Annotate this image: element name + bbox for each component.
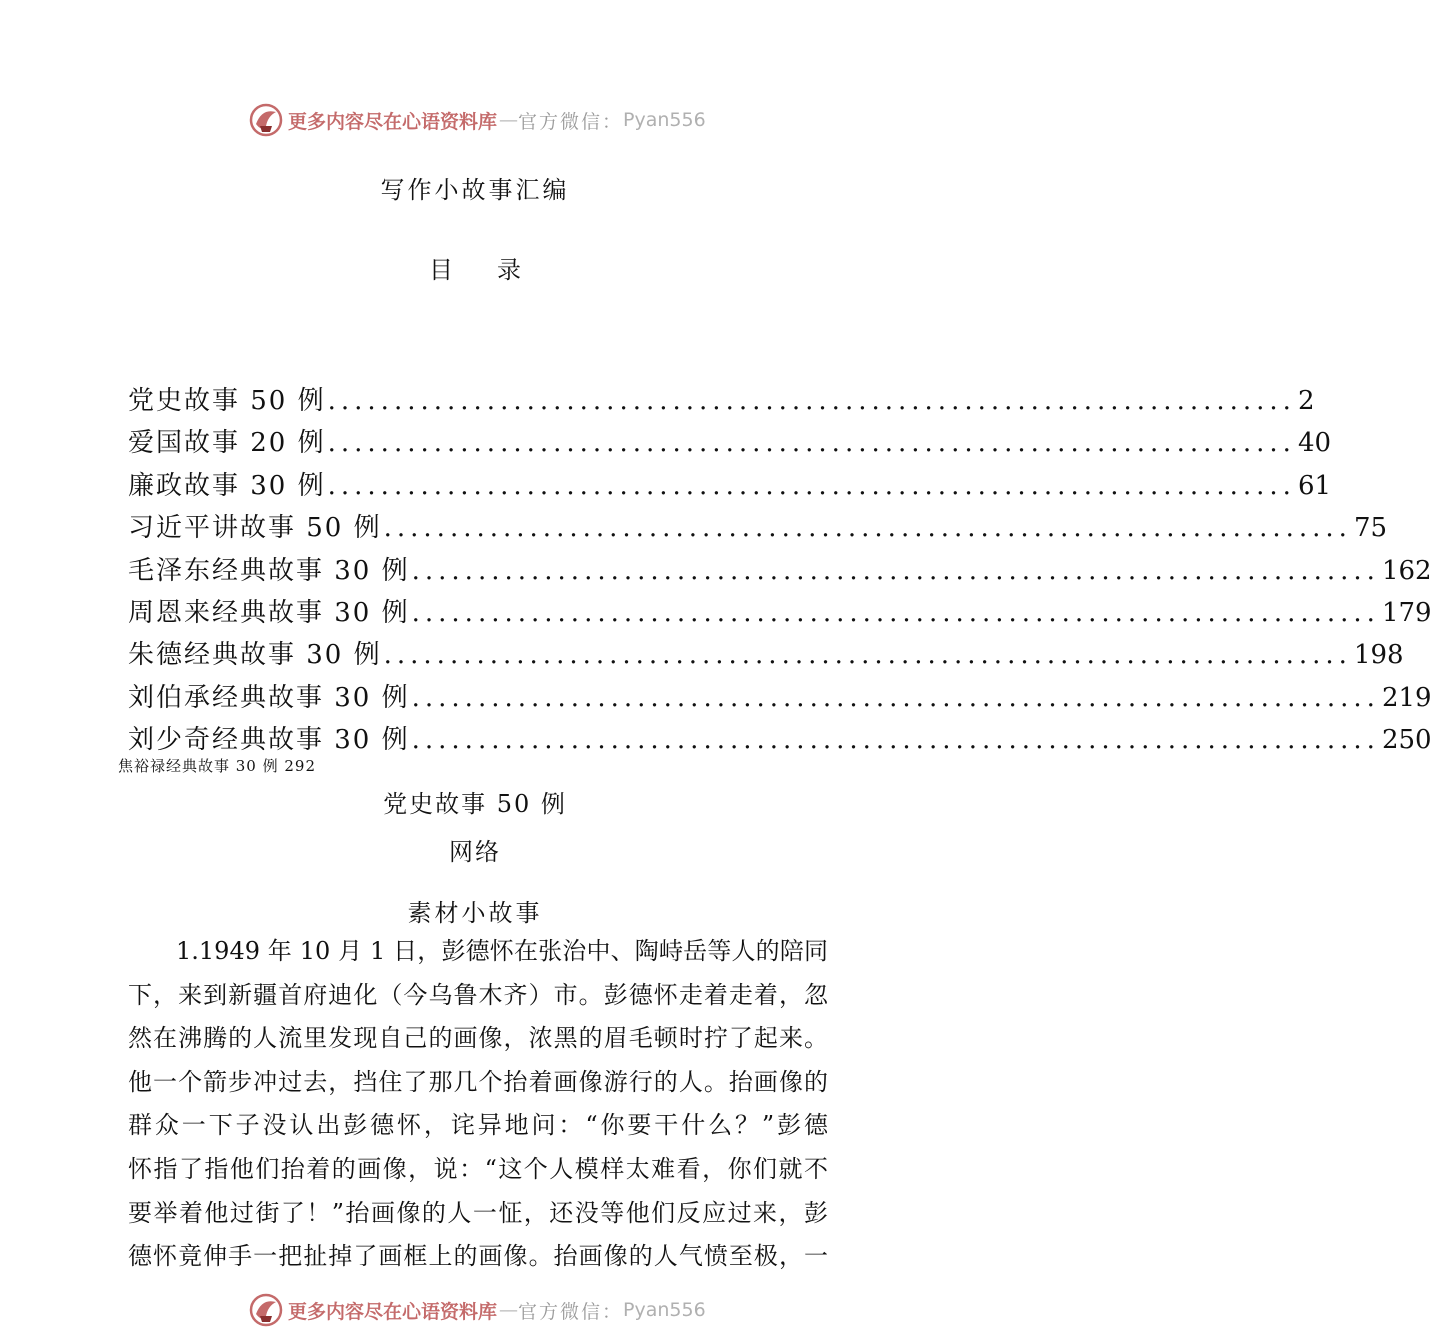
toc-leader-dots: ......................................................................... bbox=[327, 386, 1296, 416]
story-paragraph bbox=[128, 930, 828, 1279]
toc-extra-entry[interactable]: 焦裕禄经典故事 30 例 292 bbox=[118, 757, 317, 775]
toc-entry[interactable] bbox=[128, 380, 1315, 422]
toc-entry-label: 刘伯承经典故事 30 例 bbox=[128, 682, 410, 713]
brand-logo-icon bbox=[248, 1292, 284, 1328]
watermark-brand: 更多内容尽在心语资料库 bbox=[288, 110, 498, 133]
toc-entry[interactable] bbox=[128, 592, 1432, 634]
watermark-wechat-id: Pyan556 bbox=[623, 1299, 706, 1321]
toc-entry[interactable] bbox=[128, 465, 1332, 507]
paragraph-line: 下，来到新疆首府迪化（今乌鲁木齐）市。彭德怀走着走着，忽 bbox=[128, 980, 828, 1009]
table-of-contents bbox=[128, 380, 1432, 762]
document-title: 写作小故事汇编 bbox=[380, 176, 570, 204]
toc-entry[interactable] bbox=[128, 677, 1432, 719]
footer-watermark bbox=[248, 1292, 706, 1328]
toc-entry-page: 198 bbox=[1353, 640, 1404, 671]
toc-leader-dots: ......................................................................... bbox=[411, 682, 1380, 713]
toc-entry-page: 219 bbox=[1381, 682, 1432, 713]
brand-logo-icon bbox=[248, 102, 284, 138]
watermark-dash: — bbox=[499, 1299, 517, 1321]
header-watermark bbox=[248, 102, 706, 138]
toc-entry-label: 党史故事 50 例 bbox=[128, 386, 326, 416]
toc-leader-dots: ......................................................................... bbox=[411, 597, 1380, 628]
paragraph-line: 怀指了指他们抬着的画像，说：“这个人模样太难看，你们就不 bbox=[128, 1154, 828, 1183]
paragraph-line: 群众一下子没认出彭德怀，诧异地问：“你要干什么？”彭德 bbox=[128, 1111, 828, 1140]
toc-entry[interactable] bbox=[128, 634, 1404, 676]
toc-entry-label: 刘少奇经典故事 30 例 bbox=[128, 725, 410, 756]
toc-heading-right: 录 bbox=[497, 256, 521, 284]
toc-leader-dots: ......................................................................... bbox=[327, 470, 1296, 501]
toc-entry-label: 周恩来经典故事 30 例 bbox=[128, 597, 410, 628]
toc-leader-dots: ......................................................................... bbox=[411, 725, 1380, 756]
toc-entry-page: 40 bbox=[1297, 428, 1332, 459]
paragraph-line: 要举着他过街了！”抬画像的人一怔，还没等他们反应过来，彭 bbox=[128, 1198, 828, 1227]
toc-entry-label: 毛泽东经典故事 30 例 bbox=[128, 555, 410, 586]
toc-entry-page: 61 bbox=[1297, 470, 1332, 501]
toc-entry[interactable] bbox=[128, 550, 1432, 592]
toc-entry-page: 250 bbox=[1381, 725, 1432, 756]
toc-entry-page: 75 bbox=[1353, 513, 1388, 544]
watermark-label: 官方微信： bbox=[518, 1300, 624, 1323]
section-source: 网络 bbox=[449, 838, 501, 866]
toc-leader-dots: ......................................................................... bbox=[383, 513, 1352, 544]
toc-entry-label: 爱国故事 20 例 bbox=[128, 428, 326, 459]
toc-entry-label: 习近平讲故事 50 例 bbox=[128, 513, 382, 544]
toc-leader-dots: ......................................................................... bbox=[327, 428, 1296, 459]
toc-entry-label: 朱德经典故事 30 例 bbox=[128, 640, 382, 671]
toc-entry-page: 162 bbox=[1381, 555, 1432, 586]
toc-leader-dots: ......................................................................... bbox=[411, 555, 1380, 586]
section-subtitle: 素材小故事 bbox=[407, 899, 543, 927]
watermark-brand: 更多内容尽在心语资料库 bbox=[288, 1300, 498, 1323]
paragraph-line: 德怀竟伸手一把扯掉了画框上的画像。抬画像的人气愤至极，一 bbox=[128, 1242, 828, 1271]
paragraph-line: 1.1949 年 10 月 1 日，彭德怀在张治中、陶峙岳等人的陪同 bbox=[176, 937, 828, 965]
toc-heading bbox=[0, 250, 950, 285]
section-title: 党史故事 50 例 bbox=[383, 790, 567, 818]
toc-leader-dots: ......................................................................... bbox=[383, 640, 1352, 671]
paragraph-line: 他一个箭步冲过去，挡住了那几个抬着画像游行的人。抬画像的 bbox=[128, 1067, 828, 1096]
watermark-label: 官方微信： bbox=[518, 110, 624, 133]
toc-entry-label: 廉政故事 30 例 bbox=[128, 470, 326, 501]
toc-entry[interactable] bbox=[128, 422, 1332, 464]
watermark-dash: — bbox=[499, 109, 517, 131]
watermark-wechat-id: Pyan556 bbox=[623, 109, 706, 131]
toc-entry-page: 179 bbox=[1381, 597, 1432, 628]
toc-entry[interactable] bbox=[128, 507, 1388, 549]
toc-heading-left: 目 bbox=[429, 256, 453, 284]
toc-entry-page: 2 bbox=[1297, 386, 1315, 416]
paragraph-line: 然在沸腾的人流里发现自己的画像，浓黑的眉毛顿时拧了起来。 bbox=[128, 1024, 828, 1053]
